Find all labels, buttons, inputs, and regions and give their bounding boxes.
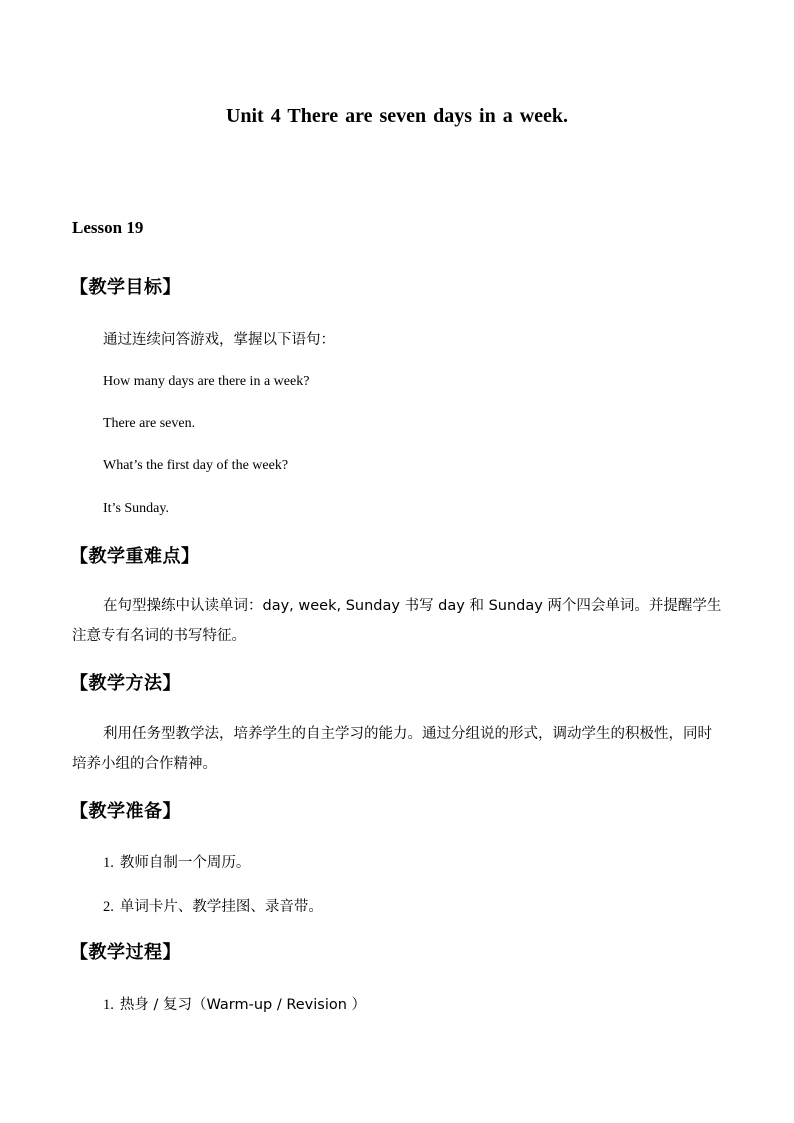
objective-sentence-3: What’s the first day of the week? (103, 458, 289, 473)
process-item-1 (103, 993, 366, 1014)
key-points-text: 在句型操练中认读单词：day, week, Sunday 书写 day 和 Sunday 两个四会单词。并提醒学生注意专有名词的书写特征。 (72, 598, 722, 644)
key-points-heading: 【教学重难点】 (70, 546, 200, 567)
objectives-heading: 【教学目标】 (70, 277, 181, 298)
preparation-item-number: 1. (103, 855, 114, 871)
unit-title: Unit 4 There are seven days in a week. (225, 105, 569, 127)
methods-text: 利用任务型教学法，培养学生的自主学习的能力。通过分组说的形式，调动学生的积极性，同时培养小组的合作精神。 (72, 726, 712, 772)
objective-sentence-1: How many days are there in a week? (103, 374, 310, 389)
process-heading: 【教学过程】 (70, 942, 181, 963)
methods-heading: 【教学方法】 (70, 673, 181, 694)
preparation-item-2 (103, 895, 323, 916)
process-item-text: 热身 / 复习（Warm-up / Revision ） (119, 997, 367, 1013)
preparation-item-text: 教师自制一个周历。 (119, 855, 251, 871)
objectives-intro: 通过连续问答游戏，掌握以下语句： (103, 332, 335, 348)
objective-sentence-2: There are seven. (103, 416, 196, 431)
process-item-number: 1. (103, 997, 114, 1013)
preparation-heading: 【教学准备】 (70, 801, 181, 822)
preparation-item-number: 2. (103, 899, 114, 915)
preparation-item-text: 单词卡片、教学挂图、录音带。 (119, 899, 323, 915)
objective-sentence-4: It’s Sunday. (103, 501, 169, 516)
preparation-item-1 (103, 851, 250, 872)
lesson-number: Lesson 19 (72, 218, 144, 237)
